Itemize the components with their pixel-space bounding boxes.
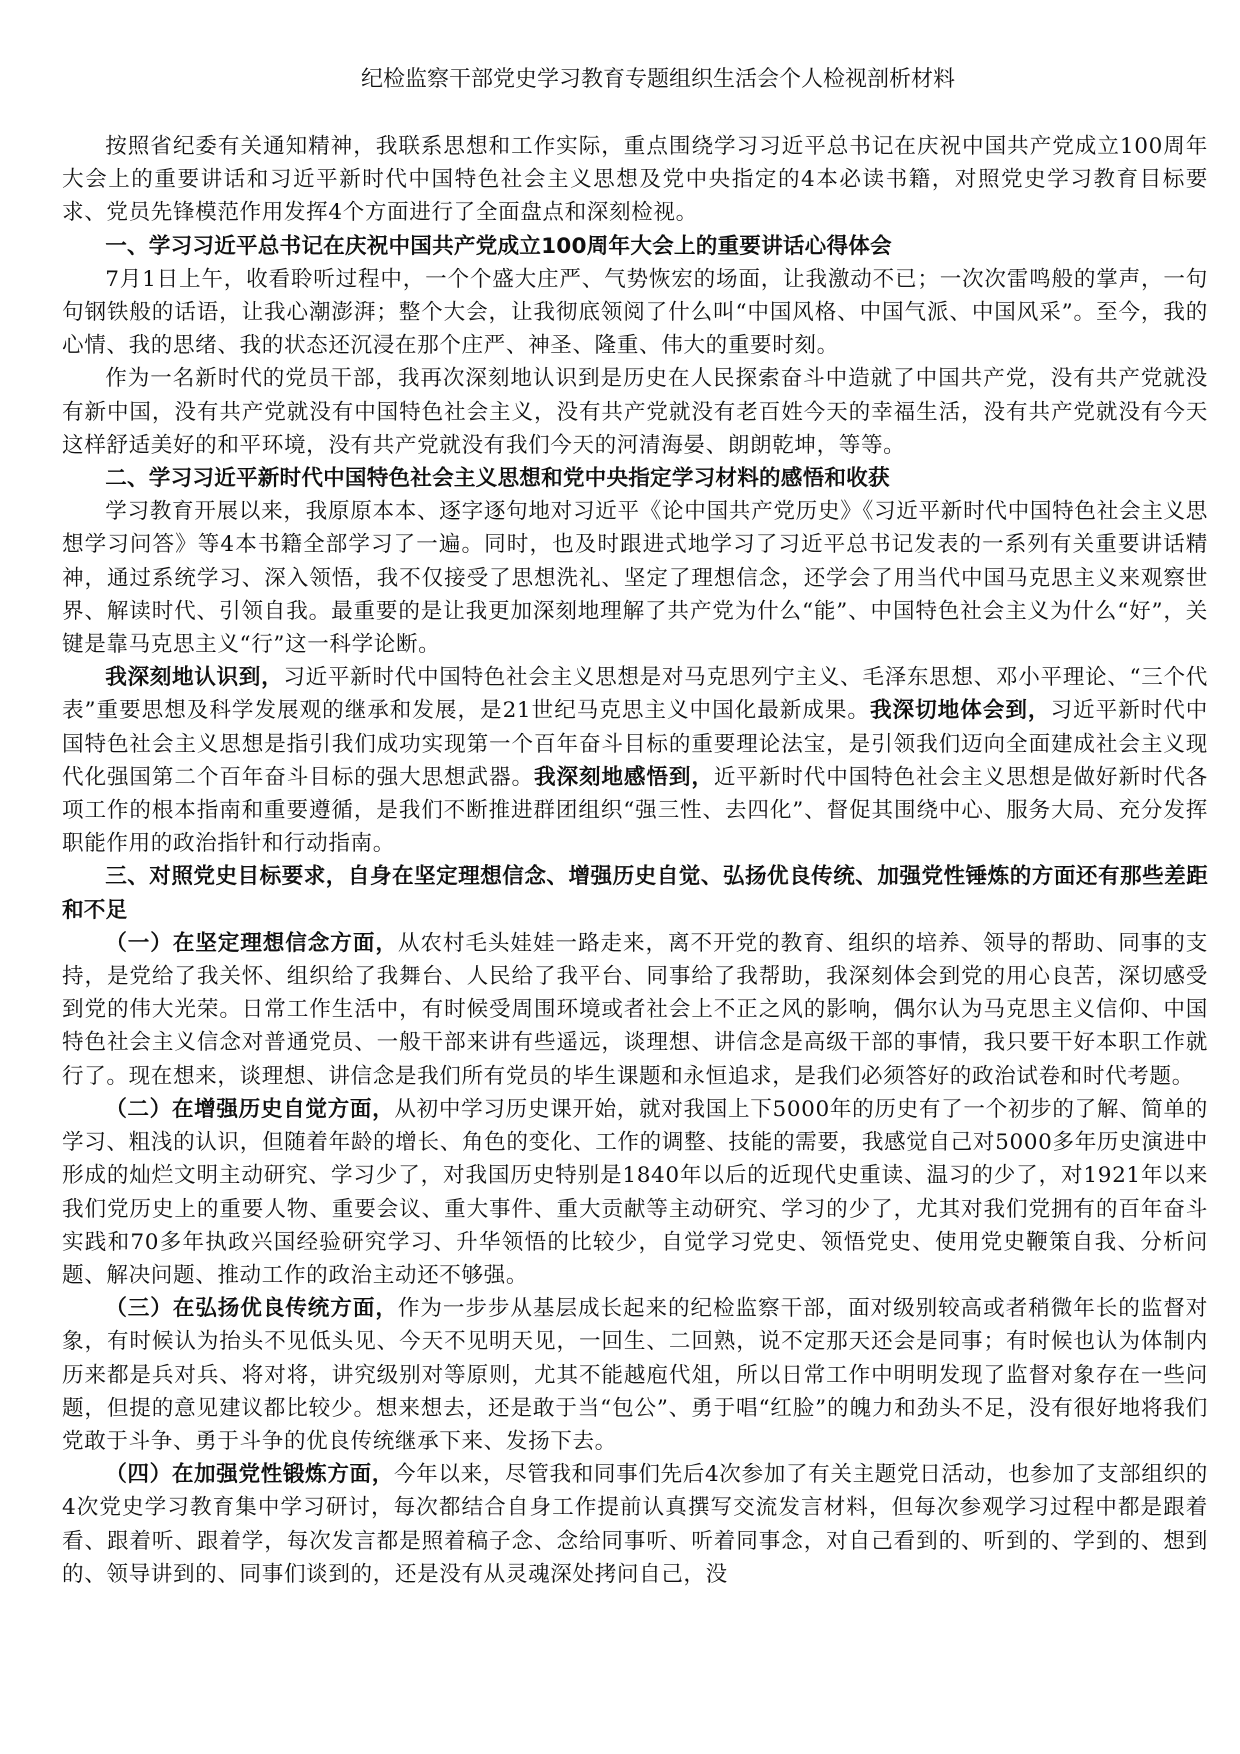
subsection-lead: （四）在加强党性锻炼方面， — [105, 1462, 394, 1488]
paragraph-text: 近平新时代中国特色社会主义思想是做好新时代各项工作的根本指南和重要遵循，是我们不断推进群团组织“强三性、去四化”、督促其围绕中心、服务大局、充分发挥职能作用的政治指针和行动指南。 — [62, 764, 1209, 857]
paragraph-text: 习近平新时代中国特色社会主义思想是对马克思列宁主义、毛泽东思想、邓小平理论、“三个代表”重要思想及科学发展观的继承和发展，是21世纪马克思主义中国化最新成果。 — [62, 665, 1208, 724]
subsection-lead: （二）在增强历史自觉方面， — [105, 1096, 395, 1122]
paragraph-text: 习近平新时代中国特色社会主义思想是指引我们成功实现第一个百年奋斗目标的重要理论法宝，是引领我们迈向全面建成社会主义现代化强国第二个百年奋斗目标的强大思想武器。 — [62, 698, 1209, 790]
paragraph-text: 作为一步步从基层成长起来的纪检监察干部，面对级别较高或者稍微年长的监督对象，有时候认为抬头不见低头见、今天不见明天见，一回生、二回熟，说不定那天还会是同事；有时候也认为体制内历来都是兵对兵、将对将，讲究级别对等原则，尤其不能越庖代俎，所以日常工作中明明发现了监督对象存在一些问题，但提的意见建议都比较少。想来想去，还是敢于当“包公”、勇于唱“红脸”的魄力和劲头不足，没有很好地将我们党敢于斗争、勇于斗争的优良传统继承下来、发扬下去。 — [62, 1296, 1208, 1454]
body-paragraph: 作为一名新时代的党员干部，我再次深刻地认识到是历史在人民探索奋斗中造就了中国共产党，没有共产党就没有新中国，没有共产党就没有中国特色社会主义，没有共产党就没有老百姓今天的幸福生活，没有共产党就没有今天这样舒适美好的和平环境，没有共产党就没有我们今天的河清海晏、朗朗乾坤，等等。 — [62, 366, 1208, 458]
body-paragraph-insights — [62, 661, 1208, 860]
body-paragraph: 学习教育开展以来，我原原本本、逐字逐句地对习近平《论中国共产党历史》《习近平新时代中国特色社会主义思想学习问答》等4本书籍全部学习了一遍。同时，也及时跟进式地学习了习近平总书记发表的一系列有关重要讲话精神，通过系统学习、深入领悟，我不仅接受了思想洗礼、坚定了理想信念，还学会了用当代中国马克思主义来观察世界、解读时代、引领自我。最重要的是让我更加深刻地理解了共产党为什么“能”、中国特色社会主义为什么“好”，关键是靠马克思主义“行”这一科学论断。 — [62, 499, 1208, 658]
lead-phrase: 我深切地体会到， — [870, 698, 1051, 724]
subsection-lead: （三）在弘扬优良传统方面， — [105, 1296, 398, 1322]
subsection-lead: （一）在坚定理想信念方面， — [105, 930, 398, 956]
subsection-paragraph-3 — [62, 1292, 1208, 1458]
section-heading-1: 一、学习习近平总书记在庆祝中国共产党成立100周年大会上的重要讲话心得体会 — [105, 233, 892, 259]
section-heading-3: 三、对照党史目标要求，自身在坚定理想信念、增强历史自觉、弘扬优良传统、加强党性锤炼的方面还有那些差距和不足 — [62, 864, 1208, 923]
intro-paragraph: 按照省纪委有关通知精神，我联系思想和工作实际，重点围绕学习习近平总书记在庆祝中国共产党成立100周年大会上的重要讲话和习近平新时代中国特色社会主义思想及党中央指定的4本必读书籍，对照党史学习教育目标要求、党员先锋模范作用发挥4个方面进行了全面盘点和深刻检视。 — [62, 134, 1208, 226]
paragraph-text: 从初中学习历史课开始，就对我国上下5000年的历史有了一个初步的了解、简单的学习、粗浅的认识，但随着年龄的增长、角色的变化、工作的调整、技能的需要，我感觉自己对5000多年历史演进中形成的灿烂文明主动研究、学习少了，对我国历史特别是1840年以后的近现代史重读、温习的少了，对1921年以来我们党历史上的重要人物、重要会议、重大事件、重大贡献等主动研究、学习的少了，尤其对我们党拥有的百年奋斗实践和70多年执政兴国经验研究学习、升华领悟的比较少，自觉学习党史、领悟党史、使用党史鞭策自我、分析问题、解决问题、推动工作的政治主动还不够强。 — [62, 1096, 1208, 1288]
subsection-paragraph-4 — [62, 1458, 1208, 1591]
subsection-paragraph-1 — [62, 927, 1208, 1093]
lead-phrase: 我深刻地感悟到， — [534, 764, 714, 790]
section-heading-2: 二、学习习近平新时代中国特色社会主义思想和党中央指定学习材料的感悟和收获 — [105, 466, 890, 492]
paragraph-text: 从农村毛头娃娃一路走来，离不开党的教育、组织的培养、领导的帮助、同事的支持，是党给了我关怀、组织给了我舞台、人民给了我平台、同事给了我帮助，我深刻体会到党的用心良苦，深切感受到党的伟大光荣。日常工作生活中，有时候受周围环境或者社会上不正之风的影响，偶尔认为马克思主义信仰、中国特色社会主义信念对普通党员、一般干部来讲有些遥远，谈理想、讲信念是高级干部的事情，我只要干好本职工作就行了。现在想来，谈理想、讲信念是我们所有党员的毕生课题和永恒追求，是我们必须答好的政治试卷和时代考题。 — [62, 930, 1208, 1089]
body-paragraph: 7月1日上午，收看聆听过程中，一个个盛大庄严、气势恢宏的场面，让我激动不已；一次次雷鸣般的掌声，一句句钢铁般的话语，让我心潮澎湃；整个大会，让我彻底领阅了什么叫“中国风格、中国气派、中国风采”。至今，我的心情、我的思绪、我的状态还沉浸在那个庄严、神圣、隆重、伟大的重要时刻。 — [62, 266, 1208, 359]
subsection-paragraph-2 — [62, 1093, 1208, 1292]
paragraph-text: 今年以来，尽管我和同事们先后4次参加了有关主题党日活动，也参加了支部组织的4次党史学习教育集中学习研讨，每次都结合自身工作提前认真撰写交流发言材料，但每次参观学习过程中都是跟着看、跟着听、跟着学，每次发言都是照着稿子念、念给同事听、听着同事念，对自己看到的、听到的、学到的、想到的、领导讲到的、同事们谈到的，还是没有从灵魂深处拷问自己，没 — [62, 1462, 1208, 1587]
document-body — [62, 130, 1208, 1591]
lead-phrase: 我深刻地认识到， — [105, 665, 284, 691]
document-title: 纪检监察干部党史学习教育专题组织生活会个人检视剖析材料 — [360, 66, 955, 92]
